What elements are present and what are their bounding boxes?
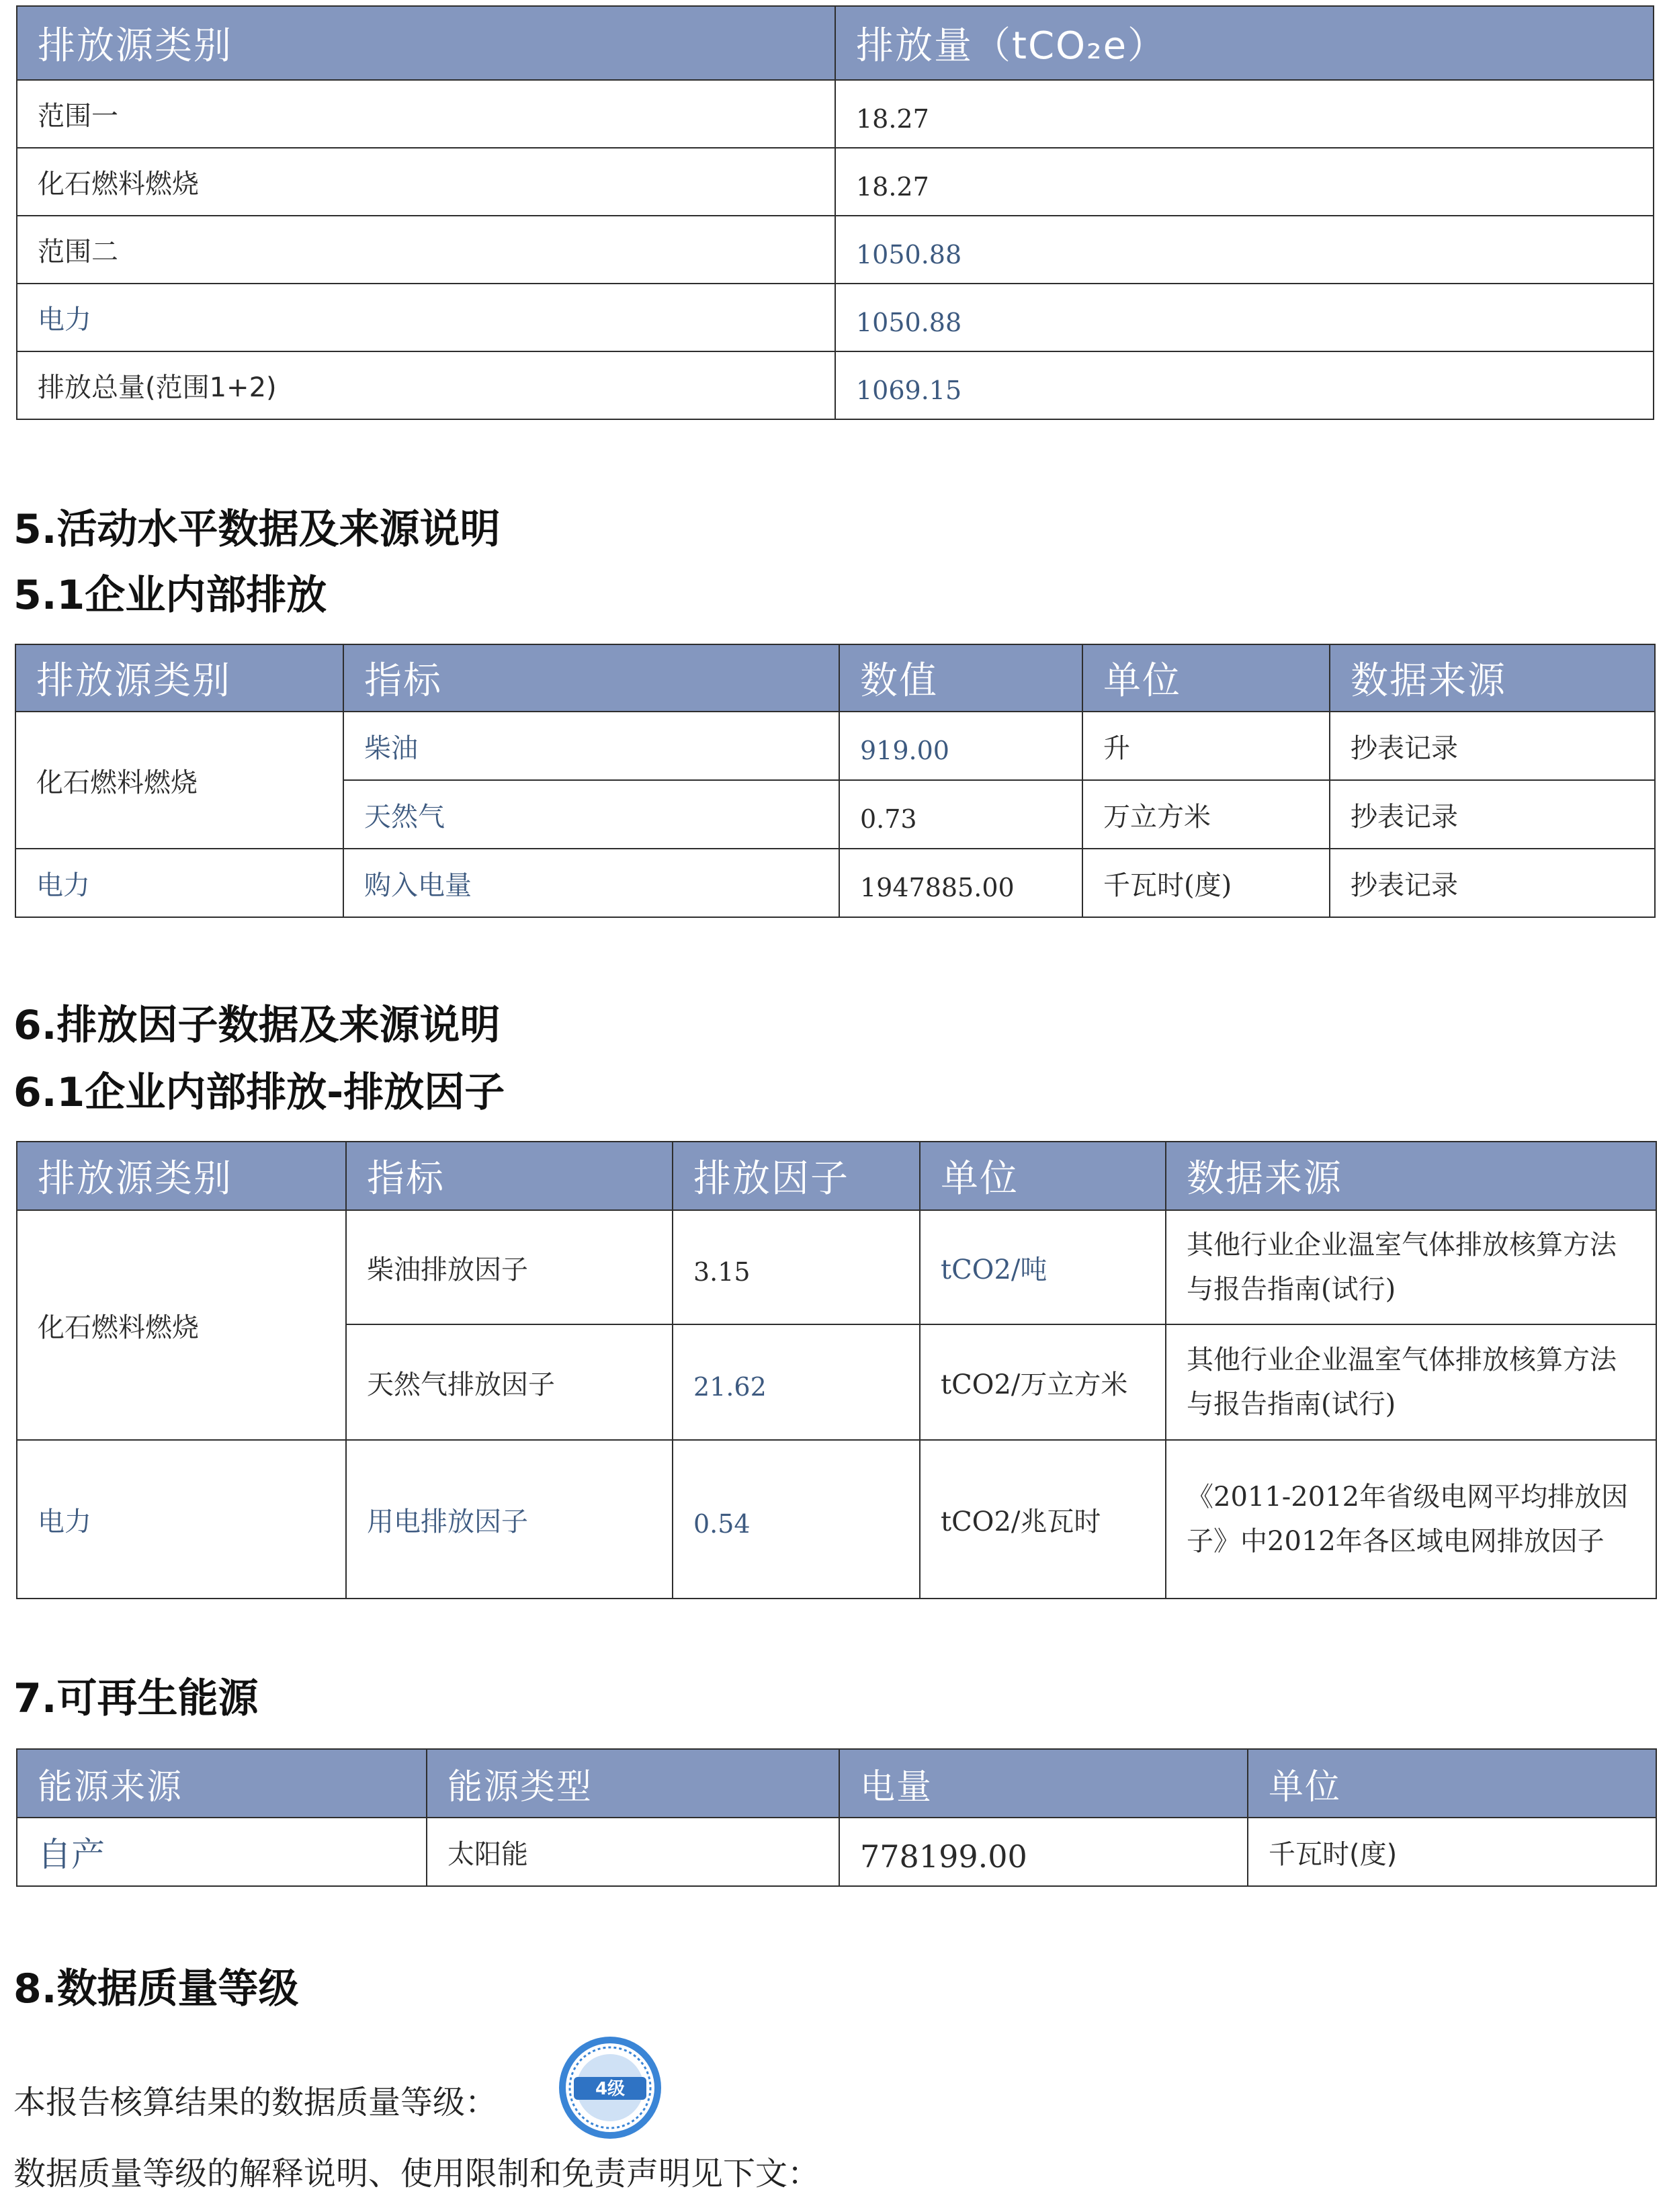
renewable-energy-table	[16, 1748, 1657, 1887]
row-value-electricity: 1050.88	[835, 284, 1654, 351]
header-energy-type: 能源类型	[427, 1749, 839, 1818]
row-label-total: 排放总量(范围1+2)	[17, 351, 835, 419]
header-data-source: 数据来源	[1166, 1142, 1656, 1210]
section5-title: 5.活动水平数据及来源说明	[13, 506, 501, 553]
source-diesel: 抄表记录	[1330, 712, 1655, 780]
header-unit: 单位	[920, 1142, 1166, 1210]
source-natural-gas: 抄表记录	[1330, 780, 1655, 849]
row-value-total: 1069.15	[835, 351, 1654, 419]
indicator-natural-gas-factor: 天然气排放因子	[346, 1324, 673, 1440]
source-power-factor: 《2011-2012年省级电网平均排放因子》中2012年各区域电网排放因子	[1166, 1440, 1656, 1599]
section5-subtitle: 5.1企业内部排放	[13, 572, 327, 619]
renewable-source: 自产	[17, 1818, 427, 1886]
indicator-power-factor: 用电排放因子	[346, 1440, 673, 1599]
renewable-unit: 千瓦时(度)	[1248, 1818, 1656, 1886]
unit-diesel-factor: tCO2/吨	[920, 1210, 1166, 1324]
header-source-category: 排放源类别	[17, 1142, 346, 1210]
value-natural-gas: 0.73	[839, 780, 1082, 849]
header-source-category: 排放源类别	[15, 644, 343, 712]
value-power-factor: 0.54	[673, 1440, 920, 1599]
quality-grade-seal	[556, 2034, 664, 2141]
header-emission-amount: 排放量（tCO₂e）	[835, 6, 1654, 80]
header-emission-factor: 排放因子	[673, 1142, 920, 1210]
header-electricity-amount: 电量	[839, 1749, 1248, 1818]
value-purchased-power: 1947885.00	[839, 849, 1082, 917]
row-value-fossil-fuel: 18.27	[835, 148, 1654, 216]
source-purchased-power: 抄表记录	[1330, 849, 1655, 917]
header-unit: 单位	[1082, 644, 1330, 712]
category-electricity: 电力	[15, 849, 343, 917]
renewable-amount: 778199.00	[839, 1818, 1248, 1886]
unit-purchased-power: 千瓦时(度)	[1082, 849, 1330, 917]
unit-diesel: 升	[1082, 712, 1330, 780]
disclaimer-intro: 数据质量等级的解释说明、使用限制和免责声明见下文：	[13, 2155, 820, 2193]
category-fossil-fuel: 化石燃料燃烧	[15, 712, 343, 849]
scope-emissions-table	[16, 5, 1654, 420]
section6-subtitle: 6.1企业内部排放-排放因子	[13, 1069, 505, 1116]
value-diesel: 919.00	[839, 712, 1082, 780]
emission-factor-table	[16, 1141, 1657, 1599]
value-diesel-factor: 3.15	[673, 1210, 920, 1324]
row-label-scope2: 范围二	[17, 216, 835, 284]
activity-data-table	[15, 644, 1656, 918]
data-quality-statement: 本报告核算结果的数据质量等级：	[13, 2084, 498, 2121]
indicator-diesel-factor: 柴油排放因子	[346, 1210, 673, 1324]
row-label-scope1: 范围一	[17, 80, 835, 148]
row-value-scope1: 18.27	[835, 80, 1654, 148]
indicator-purchased-power: 购入电量	[343, 849, 839, 917]
header-indicator: 指标	[343, 644, 839, 712]
indicator-diesel: 柴油	[343, 712, 839, 780]
header-source-category: 排放源类别	[17, 6, 835, 80]
row-label-electricity: 电力	[17, 284, 835, 351]
section6-title: 6.排放因子数据及来源说明	[13, 1002, 501, 1049]
category-electricity: 电力	[17, 1440, 346, 1599]
seal-grade-text: 4级	[595, 2079, 626, 2099]
header-value: 数值	[839, 644, 1082, 712]
header-energy-source: 能源来源	[17, 1749, 427, 1818]
renewable-type: 太阳能	[427, 1818, 839, 1886]
header-indicator: 指标	[346, 1142, 673, 1210]
source-diesel-factor: 其他行业企业温室气体排放核算方法与报告指南(试行)	[1166, 1210, 1656, 1324]
header-data-source: 数据来源	[1330, 644, 1655, 712]
unit-power-factor: tCO2/兆瓦时	[920, 1440, 1166, 1599]
category-fossil-fuel: 化石燃料燃烧	[17, 1210, 346, 1440]
unit-natural-gas-factor: tCO2/万立方米	[920, 1324, 1166, 1440]
row-value-scope2: 1050.88	[835, 216, 1654, 284]
indicator-natural-gas: 天然气	[343, 780, 839, 849]
header-unit: 单位	[1248, 1749, 1656, 1818]
unit-natural-gas: 万立方米	[1082, 780, 1330, 849]
section8-title: 8.数据质量等级	[13, 1965, 299, 2012]
row-label-fossil-fuel: 化石燃料燃烧	[17, 148, 835, 216]
source-natural-gas-factor: 其他行业企业温室气体排放核算方法与报告指南(试行)	[1166, 1324, 1656, 1440]
section7-title: 7.可再生能源	[13, 1675, 259, 1722]
value-natural-gas-factor: 21.62	[673, 1324, 920, 1440]
